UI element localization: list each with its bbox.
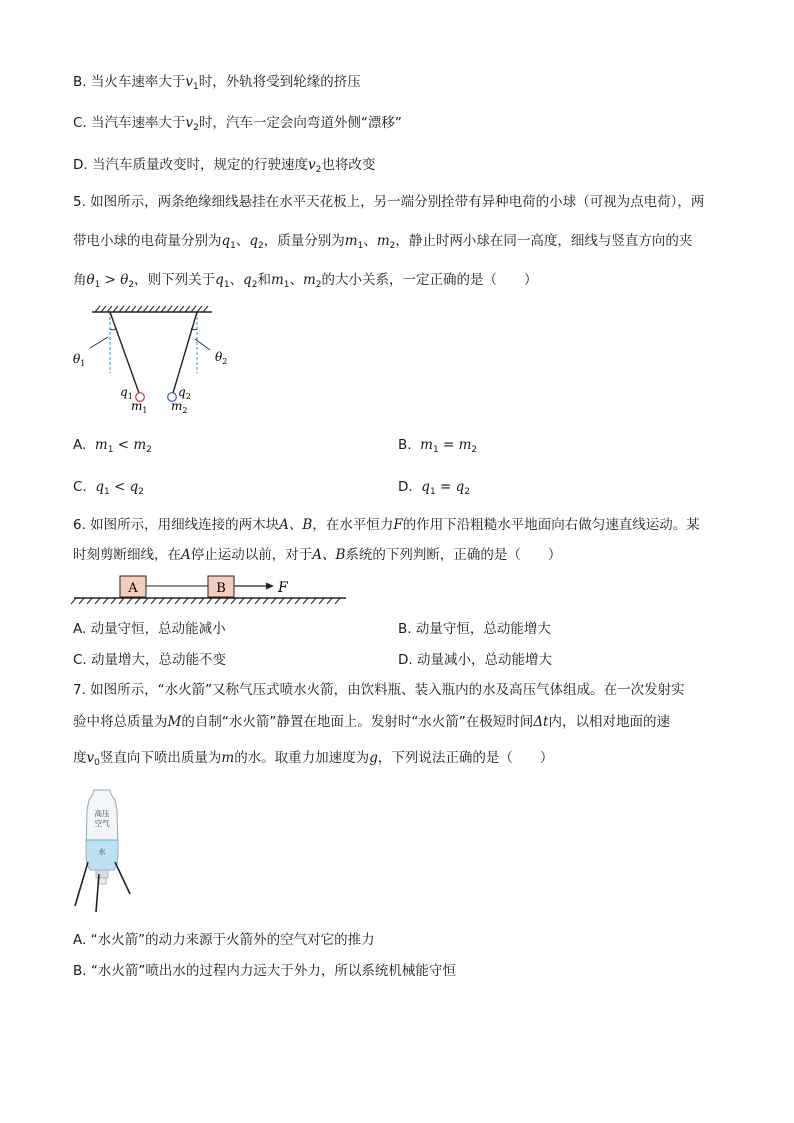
svg-text:m1: $m_1$	[131, 399, 148, 415]
q5-stem-line2: 带电小球的电荷量分别为$q_1$、$q_2$，质量分别为$m_1$、$m_2$，静止时两小球在同一高度，细线与竖直方向的夹	[73, 233, 693, 251]
q6-option-c: C. 动量增大，总动能不变	[73, 652, 227, 668]
q6-figure	[70, 572, 350, 608]
q5-option-c: C. $q_1 < q_2$	[73, 479, 144, 497]
q6-stem-line2: 时刻剪断细线，在A停止运动以前，对于A、B系统的下列判断，正确的是（ ）	[73, 547, 562, 563]
q6-option-d: D. 动量减小，总动能增大	[398, 652, 552, 668]
q6-stem-line1: 6. 如图所示，用细线连接的两木块A、B，在水平恒力F的作用下沿粗糙水平地面向右做匀速直线运动。某	[73, 517, 700, 533]
svg-text:F: F	[278, 580, 288, 596]
q7-stem-line3: 度$v_0$竖直向下喷出质量为m的水。取重力加速度为g，下列说法正确的是（ ）	[73, 750, 554, 768]
svg-text:A: A	[128, 581, 138, 596]
q7-option-a: A. “水火箭”的动力来源于火箭外的空气对它的推力	[73, 932, 375, 948]
q5-option-d: D. $q_1 = q_2$	[398, 479, 470, 497]
svg-text:高压: 高压	[94, 809, 110, 818]
q5-stem-line1: 5. 如图所示，两条绝缘细线悬挂在水平天花板上，另一端分别拴带有异种电荷的小球（可视为点电荷），两	[73, 194, 705, 210]
svg-text:q1: $q_1$	[120, 385, 133, 401]
svg-text:θ2: $\theta_2$	[215, 350, 228, 366]
q4-option-d: D. 当汽车质量改变时，规定的行驶速度$v_2$也将改变	[73, 157, 376, 175]
q5-figure	[70, 303, 230, 418]
svg-text:θ1: $\theta_1$	[73, 352, 86, 368]
q4-option-b: B. 当火车速率大于$v_1$时，外轨将受到轮缘的挤压	[73, 74, 361, 92]
svg-text:m2: $m_2$	[171, 399, 188, 415]
svg-text:B: B	[216, 581, 226, 596]
q4-option-c: C. 当汽车速率大于$v_2$时，汽车一定会向弯道外侧“漂移”	[73, 115, 402, 133]
q5-option-b: B. $m_1 = m_2$	[398, 437, 478, 455]
q5-option-a: A. $m_1 < m_2$	[73, 437, 152, 455]
svg-text:q2: $q_2$	[178, 385, 191, 401]
q7-stem-line2: 验中将总质量为M的自制“水火箭”静置在地面上。发射时“水火箭”在极短时间Δt内，以相对地面的速	[73, 714, 670, 730]
q6-option-a: A. 动量守恒，总动能减小	[73, 621, 226, 637]
q7-stem-line1: 7. 如图所示，“水火箭”又称气压式喷水火箭，由饮料瓶、装入瓶内的水及高压气体组成。在一次发射实	[73, 682, 685, 698]
q5-stem-line3: 角$\theta_1 > \theta_2$，则下列关于$q_1$、$q_2$和$m_1$、$m_2$的大小关系，一定正确的是（ ）	[73, 272, 538, 290]
q6-option-b: B. 动量守恒，总动能增大	[398, 621, 551, 637]
svg-text:水: 水	[98, 848, 106, 856]
q7-water-rocket-figure	[70, 784, 140, 914]
svg-text:空气: 空气	[94, 819, 110, 828]
q7-option-b: B. “水火箭”喷出水的过程内力远大于外力，所以系统机械能守恒	[73, 963, 456, 979]
